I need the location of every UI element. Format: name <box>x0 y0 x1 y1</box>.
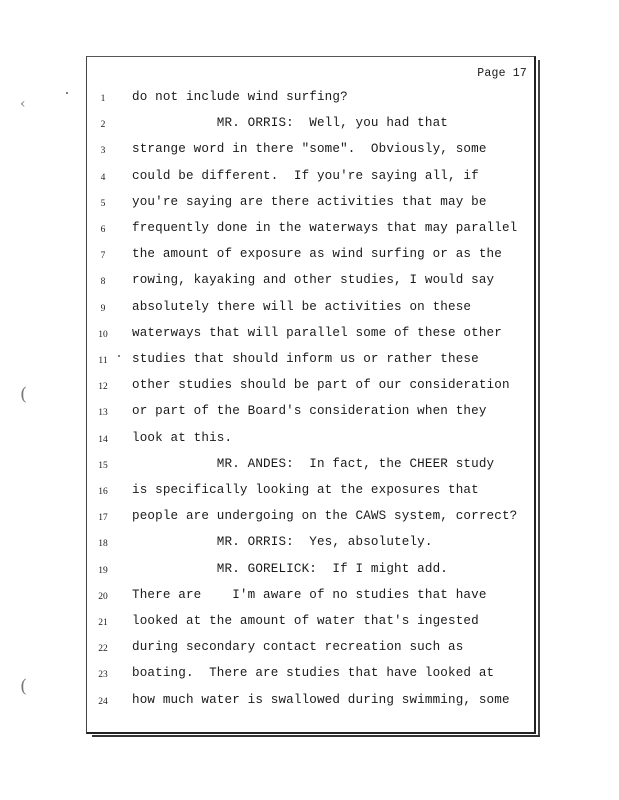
line-number: 17 <box>98 513 108 524</box>
transcript-line <box>0 455 619 481</box>
line-number: 6 <box>100 225 106 235</box>
line-text: MR. ORRIS: Yes, absolutely. <box>132 535 433 550</box>
line-number: 24 <box>98 696 108 707</box>
transcript-line <box>0 114 619 140</box>
scan-hole-mark: ( <box>20 676 28 697</box>
line-text: frequently done in the waterways that may parallel <box>132 221 518 235</box>
line-number: 1 <box>100 94 106 104</box>
scan-hole-mark: ( <box>20 384 28 405</box>
transcript-line <box>0 533 619 559</box>
line-number: 11 <box>98 356 108 366</box>
line-text: look at this. <box>132 430 233 445</box>
transcript-line <box>0 219 619 245</box>
line-text: waterways that will parallel some of these other <box>132 325 502 340</box>
line-number: 23 <box>98 670 108 681</box>
line-text: do not include wind surfing? <box>132 90 348 104</box>
transcript-line <box>0 560 619 586</box>
line-number: 12 <box>98 382 108 393</box>
line-number: 22 <box>98 644 108 655</box>
line-number: 20 <box>98 591 108 602</box>
line-text: looked at the amount of water that's ingested <box>132 614 479 628</box>
line-number: 2 <box>100 120 106 131</box>
line-number: 18 <box>98 539 108 550</box>
transcript-line <box>0 193 619 219</box>
line-text: the amount of exposure as wind surfing or as the <box>132 247 502 262</box>
scan-mark: ‹ <box>20 96 26 112</box>
line-number: 16 <box>98 487 108 497</box>
line-text: people are undergoing on the CAWS system, correct? <box>132 509 518 524</box>
line-text: strange word in there "some". Obviously, some <box>132 142 487 157</box>
line-text: how much water is swallowed during swimming, some <box>132 692 510 707</box>
transcript-line <box>0 691 619 717</box>
transcript-line <box>0 245 619 271</box>
line-number: 21 <box>98 618 108 628</box>
line-text: studies that should inform us or rather these <box>132 352 479 366</box>
transcript-line <box>0 140 619 166</box>
line-text: is specifically looking at the exposures that <box>132 483 479 497</box>
line-number: 10 <box>98 329 108 340</box>
line-text: rowing, kayaking and other studies, I would say <box>132 273 495 288</box>
transcript-line <box>0 298 619 324</box>
transcript-line <box>0 324 619 350</box>
line-text: absolutely there will be activities on these <box>132 299 472 314</box>
line-number: 7 <box>100 251 106 262</box>
transcript-line <box>0 350 619 376</box>
transcript-line <box>0 429 619 455</box>
line-text: boating. There are studies that have looked at <box>132 666 495 681</box>
line-number: 4 <box>100 172 106 183</box>
line-text: MR. GORELICK: If I might add. <box>132 561 449 576</box>
transcript-line <box>0 167 619 193</box>
line-number: 15 <box>98 460 108 471</box>
transcript-line <box>0 271 619 297</box>
transcript-line <box>0 612 619 638</box>
transcript-line <box>0 638 619 664</box>
transcript-line <box>0 586 619 612</box>
line-text: MR. ANDES: In fact, the CHEER study <box>132 456 495 471</box>
line-number: 8 <box>100 277 106 288</box>
page-number: Page 17 <box>477 67 527 80</box>
line-number: 19 <box>98 565 108 576</box>
transcript-line <box>0 376 619 402</box>
transcript-line <box>0 88 619 114</box>
line-text: other studies should be part of our consideration <box>132 378 510 393</box>
transcript-line <box>0 402 619 428</box>
line-text: during secondary contact recreation such as <box>132 640 464 655</box>
line-number: 13 <box>98 408 108 419</box>
line-number: 5 <box>100 198 106 209</box>
line-number: 14 <box>98 434 108 445</box>
transcript-line <box>0 481 619 507</box>
transcript-line <box>0 507 619 533</box>
line-text: could be different. If you're saying all, if <box>132 168 479 183</box>
line-number: 9 <box>100 303 106 314</box>
line-text: There are I'm aware of no studies that have <box>132 587 487 602</box>
line-text: you're saying are there activities that may be <box>132 194 487 209</box>
line-text: MR. ORRIS: Well, you had that <box>132 116 449 131</box>
line-text: or part of the Board's consideration when they <box>132 404 487 419</box>
transcript-line <box>0 664 619 690</box>
line-number: 3 <box>100 146 106 157</box>
